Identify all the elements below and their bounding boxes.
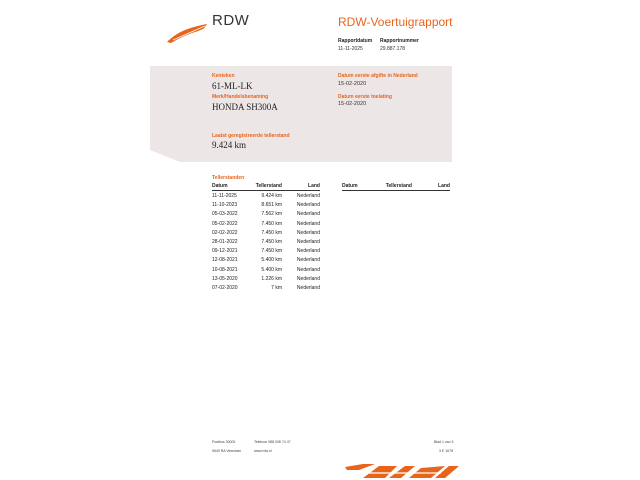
row-tellerstand: 7.450 km xyxy=(261,238,282,245)
footer-telefoon: Telefoon 088 008 74 47 xyxy=(254,440,291,444)
tellerstanden-table-right xyxy=(342,182,450,191)
laatste-stand-value: 9.424 km xyxy=(212,140,247,150)
kenteken-value: 61-ML-LK xyxy=(212,81,253,91)
row-datum: 05-02-2022 xyxy=(212,220,238,227)
col-tellerstand: Tellerstand xyxy=(385,183,412,189)
rapportnummer-block xyxy=(380,38,419,52)
row-tellerstand: 7.450 km xyxy=(261,248,282,255)
col-datum: Datum xyxy=(342,183,358,189)
row-land: Nederland xyxy=(296,248,320,255)
table-header xyxy=(342,182,450,191)
footer-blad: Blad 1 van 3 xyxy=(434,440,454,444)
table-row xyxy=(212,256,320,265)
table-row xyxy=(212,192,320,201)
brand-name: RDW xyxy=(212,12,250,29)
row-tellerstand: 1.226 km xyxy=(261,275,282,282)
footer-postbus: Postbus 30000 xyxy=(212,440,236,444)
rapportdatum-value: 11-11-2025 xyxy=(338,46,363,52)
rdw-logo-icon xyxy=(165,22,209,44)
col-tellerstand: Tellerstand xyxy=(255,183,282,189)
vehicle-panel xyxy=(150,66,452,162)
tellerstanden-title: Tellerstanden xyxy=(212,175,245,181)
rapportdatum-label: Rapportdatum xyxy=(338,38,373,44)
row-land: Nederland xyxy=(296,257,320,264)
table-row xyxy=(212,247,320,256)
table-row xyxy=(212,229,320,238)
row-tellerstand: 5.400 km xyxy=(261,257,282,264)
eerste-afgifte-value: 15-02-2020 xyxy=(338,81,367,87)
row-datum: 09-12-2021 xyxy=(212,248,238,255)
table-row xyxy=(212,220,320,229)
table-header xyxy=(212,182,320,191)
row-datum: 13-05-2020 xyxy=(212,275,238,282)
row-land: Nederland xyxy=(296,238,320,245)
row-datum: 11-11-2025 xyxy=(212,193,237,199)
footer-website[interactable]: www.rdw.nl xyxy=(254,449,272,453)
rapportnummer-value: 29.887.178 xyxy=(380,46,406,52)
col-land: Land xyxy=(308,183,320,189)
report-title: RDW-Voertuigrapport xyxy=(338,15,453,29)
eerste-afgifte-label: Datum eerste afgifte in Nederland xyxy=(338,73,418,79)
row-land: Nederland xyxy=(296,266,320,273)
rapportnummer-label: Rapportnummer xyxy=(380,38,419,44)
eerste-toelating-value: 15-02-2020 xyxy=(338,101,367,107)
row-land: Nederland xyxy=(296,275,320,282)
table-row xyxy=(212,275,320,284)
row-tellerstand: 8.651 km xyxy=(261,202,282,209)
table-row xyxy=(212,284,320,293)
row-land: Nederland xyxy=(296,229,320,236)
eerste-toelating-label: Datum eerste toelating xyxy=(338,94,392,100)
kenteken-label: Kenteken xyxy=(212,73,235,79)
laatste-stand-label: Laatst geregistreerde tellerstand xyxy=(212,133,290,139)
row-datum: 28-01-2022 xyxy=(212,238,238,245)
table-row xyxy=(212,210,320,219)
merk-label: Merk/Handelsbenaming xyxy=(212,94,269,100)
row-land: Nederland xyxy=(296,284,320,291)
row-datum: 02-02-2022 xyxy=(212,229,238,236)
row-land: Nederland xyxy=(296,211,320,218)
row-tellerstand: 7 km xyxy=(271,284,282,291)
tellerstanden-table-left xyxy=(212,182,320,293)
table-row xyxy=(212,266,320,275)
merk-value: HONDA SH300A xyxy=(212,102,278,112)
footer-postcode: 9640 RA Veendam xyxy=(212,449,242,453)
panel-notch xyxy=(150,150,180,162)
rapportdatum-block xyxy=(338,38,372,52)
table-row xyxy=(212,201,320,210)
table-row xyxy=(212,238,320,247)
row-tellerstand: 7.562 km xyxy=(261,211,282,218)
row-datum: 07-02-2020 xyxy=(212,284,238,291)
row-tellerstand: 5.400 km xyxy=(261,266,282,273)
row-datum: 11-10-2023 xyxy=(212,202,238,209)
row-land: Nederland xyxy=(296,220,320,227)
row-tellerstand: 7.450 km xyxy=(261,220,282,227)
row-land: Nederland xyxy=(296,193,320,199)
row-datum: 12-08-2021 xyxy=(212,257,238,264)
row-tellerstand: 7.450 km xyxy=(261,229,282,236)
row-datum: 05-03-2022 xyxy=(212,211,238,218)
row-tellerstand: 9.424 km xyxy=(261,193,282,199)
row-land: Nederland xyxy=(296,202,320,209)
col-land: Land xyxy=(438,183,450,189)
rdw-stripe-icon xyxy=(345,464,460,480)
col-datum: Datum xyxy=(212,183,228,189)
row-datum: 10-08-2021 xyxy=(212,266,238,273)
footer-code: 3 E 1678 xyxy=(439,449,454,453)
